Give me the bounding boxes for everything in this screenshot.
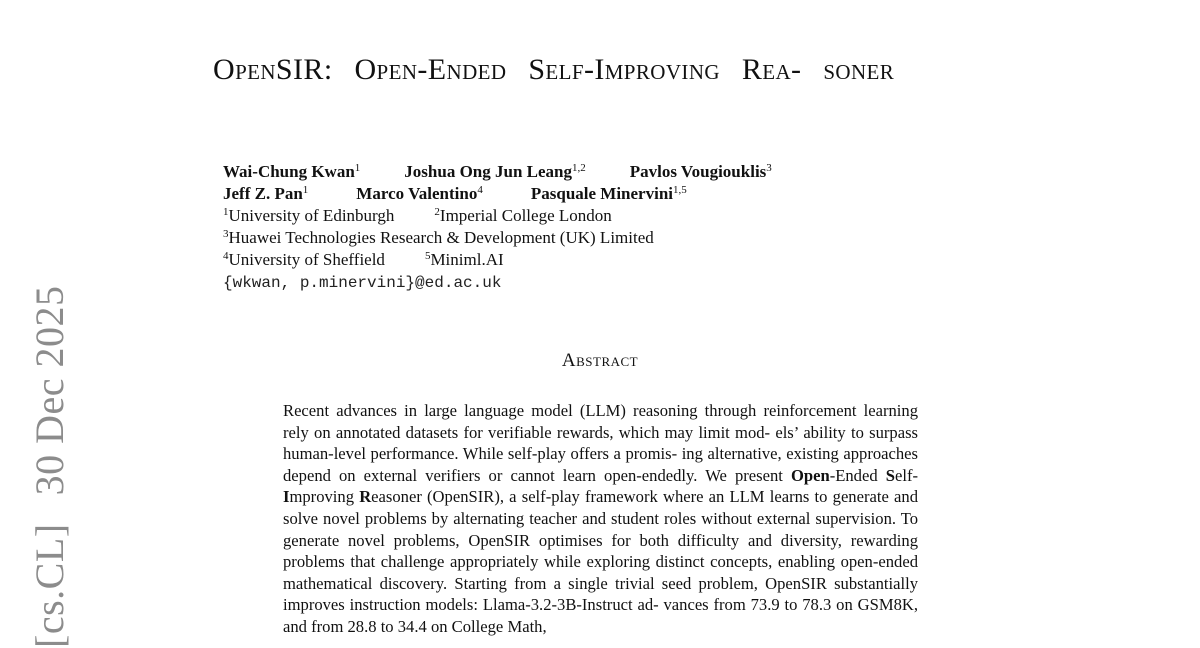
author-row-2 <box>223 183 983 205</box>
affiliation-row-2 <box>223 227 983 249</box>
affiliation: $^3$Huawei Technologies Research & Development (UK) Limited <box>223 228 654 247</box>
author-name: Marco Valentino$^4$ <box>356 184 483 203</box>
affiliation: $^1$University of Edinburgh <box>223 206 395 225</box>
abstract-text: Recent advances in large language model (LLM) reasoning through reinforcement learning rely on annotated datasets for verifiable rewards, which may limit mod- els’ ability to surpass human-level performance. While self-play offers a promis- ing alternative, existing approaches depend on external verifiers or cannot learn open-endedly. We present Open-Ended Self-Improving Reasoner (OpenSIR), a self-play framework where an LLM learns to generate and solve novel problems by alternating teacher and student roles without external supervision. To generate novel problems, OpenSIR optimises for both difficulty and diversity, rewarding problems that challenge appropriately while exploring distinct concepts, enabling open-ended mathematical discovery. Starting from a single trivial seed problem, OpenSIR substantially improves instruction models: Llama-3.2-3B-Instruct ad- vances from 73.9 to 78.3 on GSM8K, and from 28.8 to 34.4 on College Math, <box>283 401 918 636</box>
author-row-1 <box>223 161 983 183</box>
author-block <box>223 161 983 294</box>
author-name: Jeff Z. Pan$^1$ <box>223 184 309 203</box>
arxiv-category: [cs.CL] <box>27 523 72 648</box>
affiliation-row-3 <box>223 249 983 271</box>
arxiv-date: 30 Dec 2025 <box>27 285 72 496</box>
author-name: Pavlos Vougiouklis$^3$ <box>629 162 772 181</box>
affiliation: $^2$Imperial College London <box>434 206 612 225</box>
paper-title: OpenSIR: Open-Ended Self-Improving Rea- soner <box>213 53 895 86</box>
abstract-heading: Abstract <box>561 350 639 371</box>
affiliation-row-1 <box>223 205 983 227</box>
author-email: {wkwan, p.minervini}@ed.ac.uk <box>223 274 502 292</box>
arxiv-stamp <box>26 286 74 648</box>
author-name: Joshua Ong Jun Leang$^{1,2}$ <box>404 162 586 181</box>
affiliation: $^4$University of Sheffield <box>223 250 385 269</box>
affiliation: $^5$Miniml.AI <box>424 250 504 269</box>
email-row <box>223 271 983 294</box>
author-name: Wai-Chung Kwan$^1$ <box>223 162 361 181</box>
author-name: Pasquale Minervini$^{1,5}$ <box>530 184 687 203</box>
